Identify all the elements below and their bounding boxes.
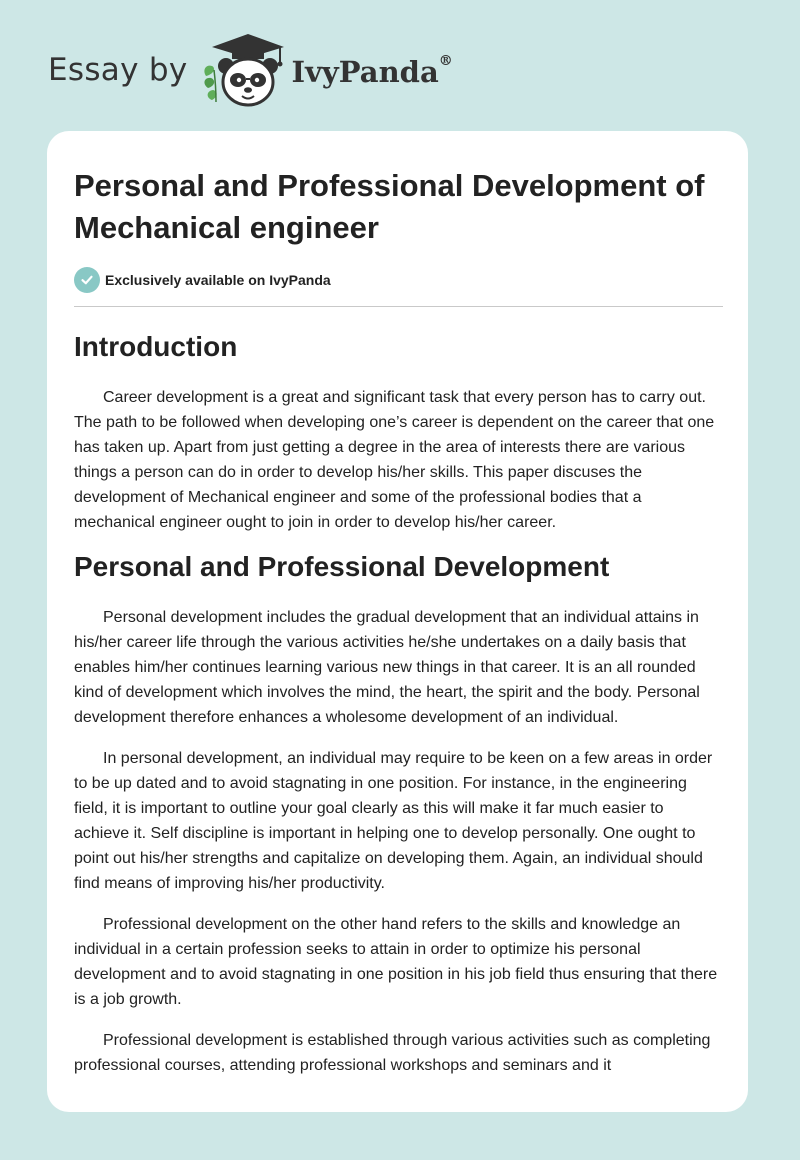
site-header [48,30,453,110]
brand-text: IvyPanda [291,55,439,89]
brand-name [292,55,453,89]
paragraph: Personal development includes the gradual development that an individual attains in his/her career life through the various activities he/she undertakes on a daily basis that enables him/her continues learning various new things in that career. It is an all rounded kind of development which involves the mind, the heart, the spirit and the body. Personal development therefore enhances a wholesome development of an individual. [74,609,700,726]
paragraph: Career development is a great and significant task that every person has to carry out. The path to be followed when developing one’s career is dependent on the career that one has taken up. Apart from just getting a degree in the area of interests there are various things a person can do in order to develop his/her skills. This paper discuses the development of Mechanical engineer and some of the professional bodies that a mechanical engineer ought to join in order to develop his/her career. [74,389,715,531]
essay-card [47,131,748,1112]
panda-logo-icon[interactable] [202,30,288,110]
paragraph: Professional development is established through various activities such as completing professional courses, attending professional workshops and seminars and it [74,1032,711,1074]
paragraph: In personal development, an individual may require to be keen on a few areas in order to be up dated and to avoid stagnating in one position. For instance, in the engineering field, it is important to outline your goal clearly as this will make it far much easier to achieve it. Self discipline is important in helping one to develop personally. One ought to point out his/her strengths and capitalize on developing them. Again, an individual should find means of improving his/her productivity. [74,750,713,892]
essay-title: Personal and Professional Development of Mechanical engineer [74,168,705,245]
exclusive-label: Exclusively available on IvyPanda [105,272,331,288]
paragraph: Professional development on the other hand refers to the skills and knowledge an individual in a certain profession seeks to attain in order to optimize his personal development and to avoid stagnating in one position in his job field thus ensuring that there is a job growth. [74,916,718,1008]
exclusive-badge [74,266,723,294]
essay-content [74,165,723,1078]
title-divider [74,306,723,307]
check-icon [74,267,100,293]
section-heading-introduction: Introduction [74,331,238,362]
registered-mark: ® [438,53,453,70]
section-heading-personal-professional-development: Personal and Professional Development [74,551,610,582]
essay-by-label: Essay by [48,52,188,88]
